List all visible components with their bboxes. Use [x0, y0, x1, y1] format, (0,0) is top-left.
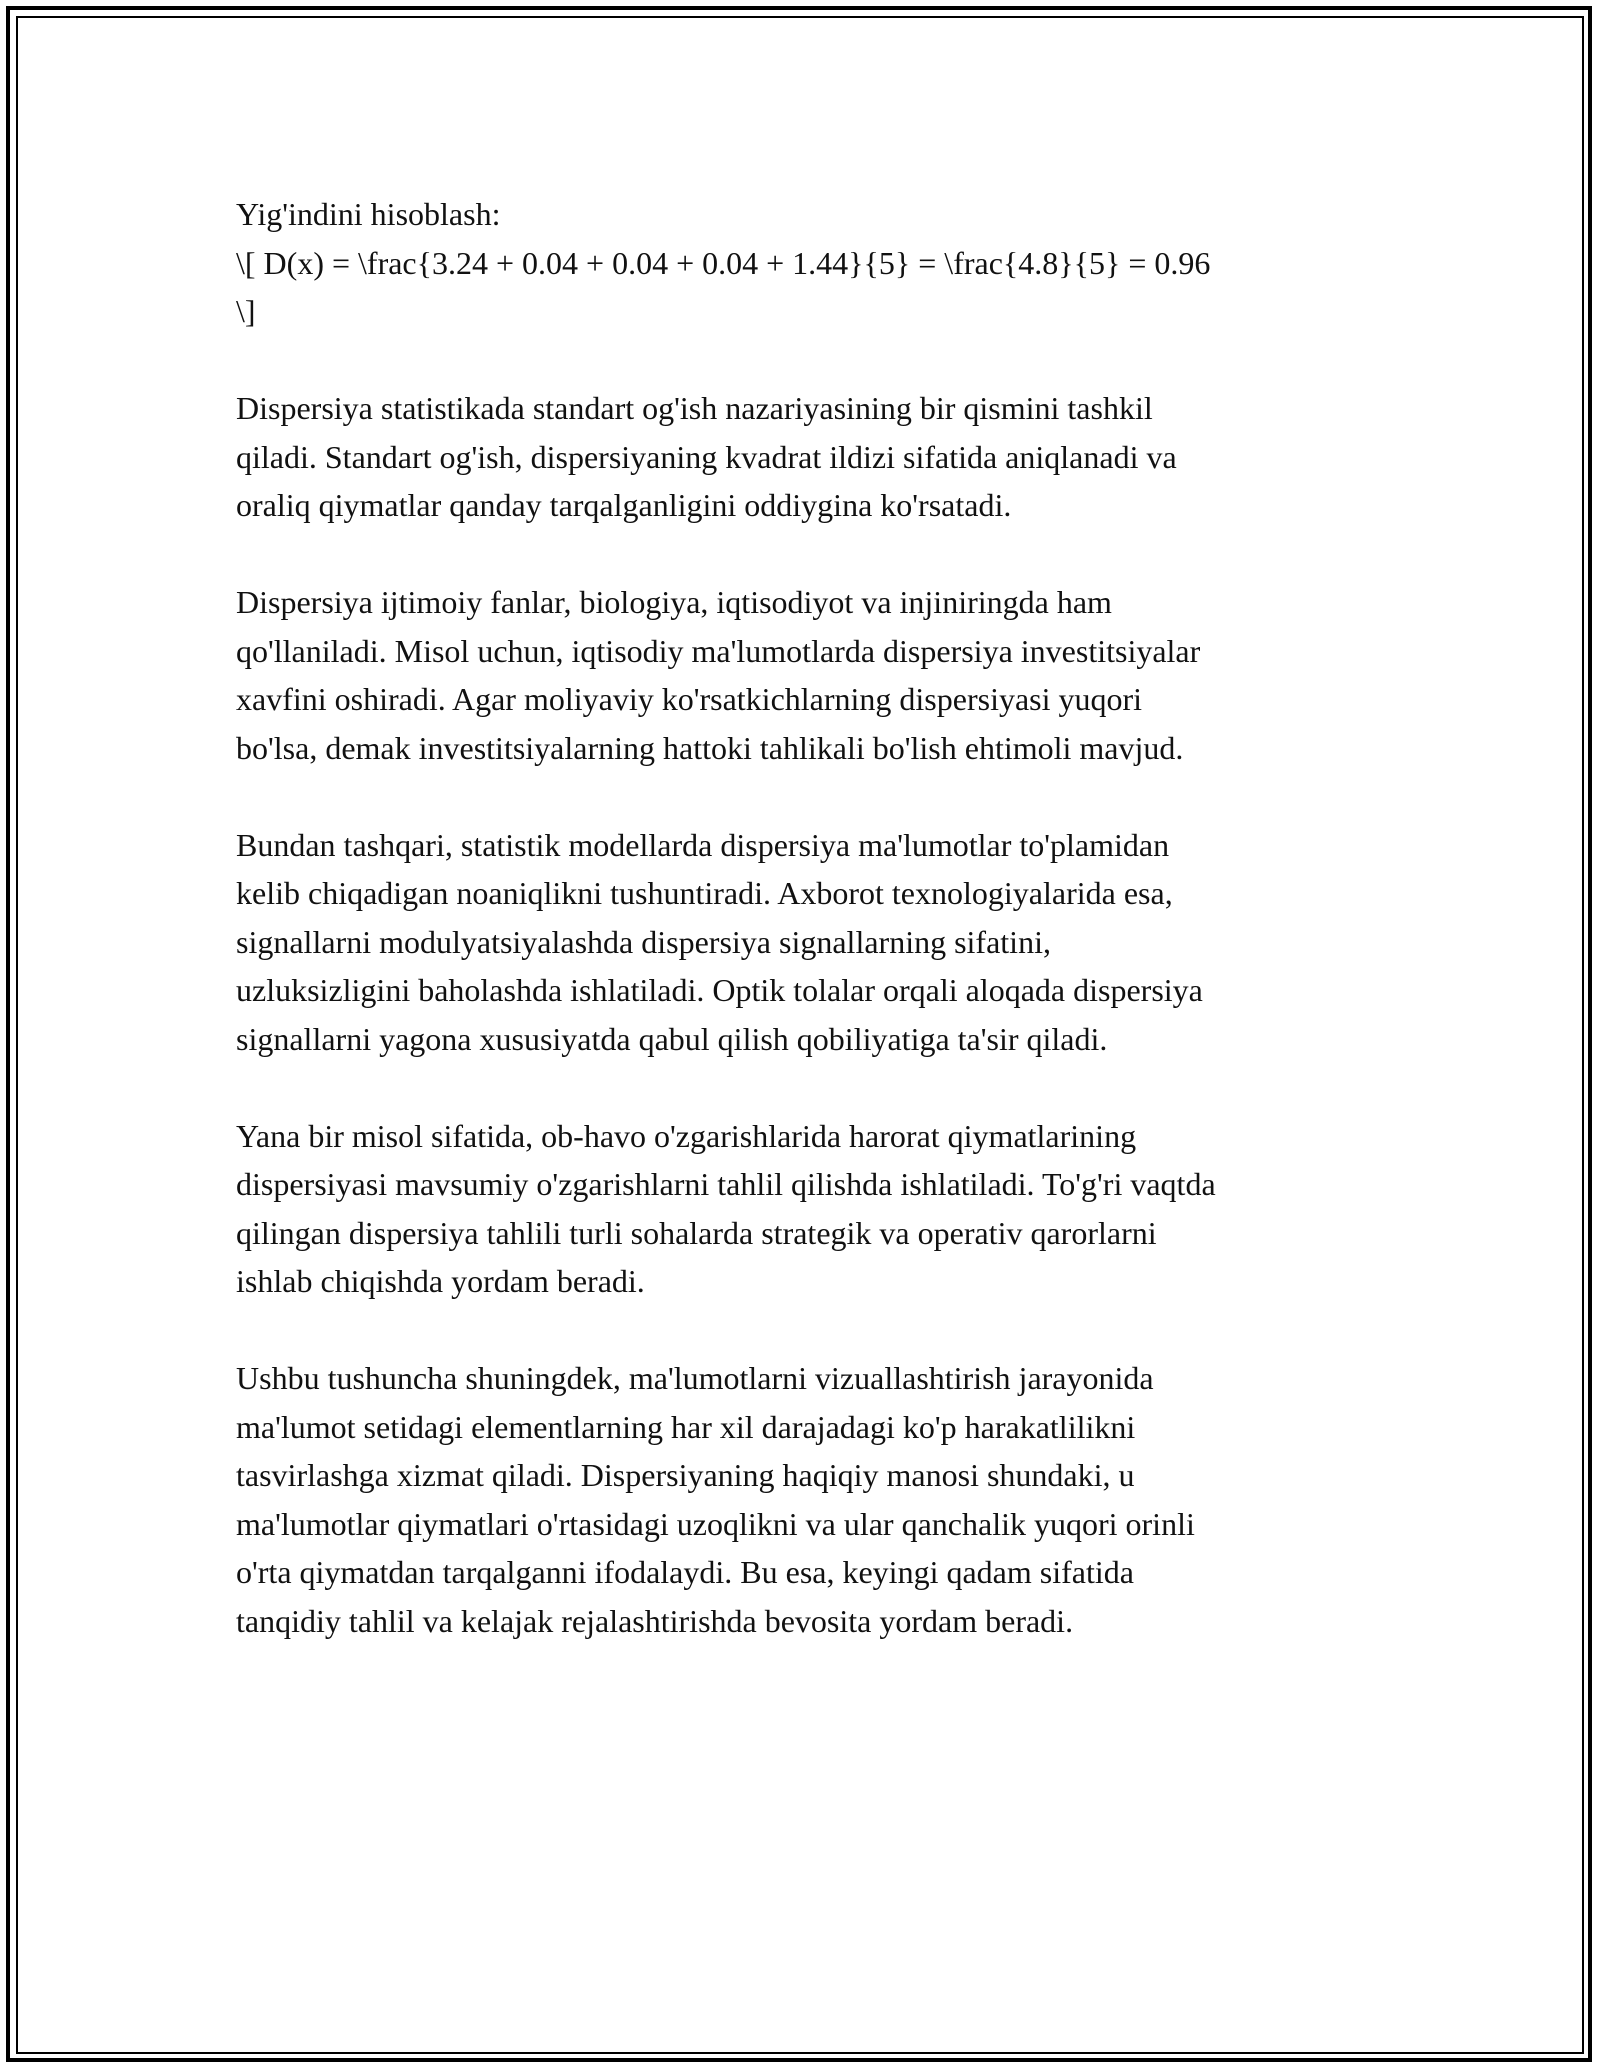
- paragraph-line: bo'lsa, demak investitsiyalarning hattoki tahlikali bo'lish ehtimoli mavjud.: [236, 729, 1184, 766]
- paragraph-line: Bundan tashqari, statistik modellarda dispersiya ma'lumotlar to'plamidan: [236, 826, 1170, 863]
- paragraph-3: [236, 821, 1366, 1064]
- paragraph-line: signallarni yagona xususiyatda qabul qilish qobiliyatiga ta'sir qiladi.: [236, 1020, 1108, 1057]
- paragraph-line: Dispersiya statistikada standart og'ish nazariyasining bir qismini tashkil: [236, 390, 1153, 426]
- paragraph-line: tanqidiy tahlil va kelajak rejalashtirishda bevosita yordam beradi.: [236, 1602, 1074, 1639]
- formula-line: \[ D(x) = \frac{3.24 + 0.04 + 0.04 + 0.04 + 1.44}{5} = \frac{4.8}{5} = 0.96: [236, 244, 1211, 281]
- paragraph-line: oraliq qiymatlar qanday tarqalganligini oddiygina ko'rsatadi.: [236, 487, 1012, 523]
- formula-block: [236, 190, 1366, 336]
- paragraph-line: qo'llaniladi. Misol uchun, iqtisodiy ma'lumotlarda dispersiya investitsiyalar: [236, 632, 1201, 669]
- paragraph-line: xavfini oshiradi. Agar moliyaviy ko'rsatkichlarning dispersiyasi yuqori: [236, 681, 1143, 717]
- paragraph-line: o'rta qiymatdan tarqalganni ifodalaydi. Bu esa, keyingi qadam sifatida: [236, 1554, 1134, 1590]
- paragraph-line: signallarni modulyatsiyalashda dispersiya signallarning sifatini,: [236, 923, 1051, 960]
- paragraph-line: qilingan dispersiya tahlili turli sohalarda strategik va operativ qarorlarni: [236, 1214, 1157, 1251]
- paragraph-line: Dispersiya ijtimoiy fanlar, biologiya, iqtisodiyot va injiniringda ham: [236, 584, 1112, 620]
- paragraph-line: uzluksizligini baholashda ishlatiladi. Optik tolalar orqali aloqada dispersiya: [236, 972, 1203, 1008]
- formula-closing: \]: [236, 293, 256, 329]
- paragraph-4: [236, 1112, 1366, 1306]
- paragraph-line: dispersiyasi mavsumiy o'zgarishlarni tahlil qilishda ishlatiladi. To'g'ri vaqtda: [236, 1166, 1216, 1202]
- document-body: [236, 190, 1366, 1694]
- paragraph-line: Ushbu tushuncha shuningdek, ma'lumotlarni vizuallashtirish jarayonida: [236, 1360, 1154, 1396]
- paragraph-line: kelib chiqadigan noaniqlikni tushuntiradi. Axborot texnologiyalarida esa,: [236, 875, 1173, 911]
- paragraph-line: ishlab chiqishda yordam beradi.: [236, 1263, 645, 1299]
- formula-heading: Yig'indini hisoblash:: [236, 196, 501, 232]
- paragraph-line: Yana bir misol sifatida, ob-havo o'zgarishlarida harorat qiymatlarining: [236, 1117, 1137, 1154]
- paragraph-5: [236, 1354, 1366, 1645]
- paragraph-line: qiladi. Standart og'ish, dispersiyaning kvadrat ildizi sifatida aniqlanadi va: [236, 438, 1177, 475]
- paragraph-line: tasvirlashga xizmat qiladi. Dispersiyaning haqiqiy manosi shundaki, u: [236, 1457, 1135, 1493]
- paragraph-line: ma'lumotlar qiymatlari o'rtasidagi uzoqlikni va ular qanchalik yuqori orinli: [236, 1505, 1195, 1542]
- paragraph-2: [236, 578, 1366, 772]
- paragraph-1: [236, 384, 1366, 530]
- paragraph-line: ma'lumot setidagi elementlarning har xil darajadagi ko'p harakatlilikni: [236, 1408, 1136, 1445]
